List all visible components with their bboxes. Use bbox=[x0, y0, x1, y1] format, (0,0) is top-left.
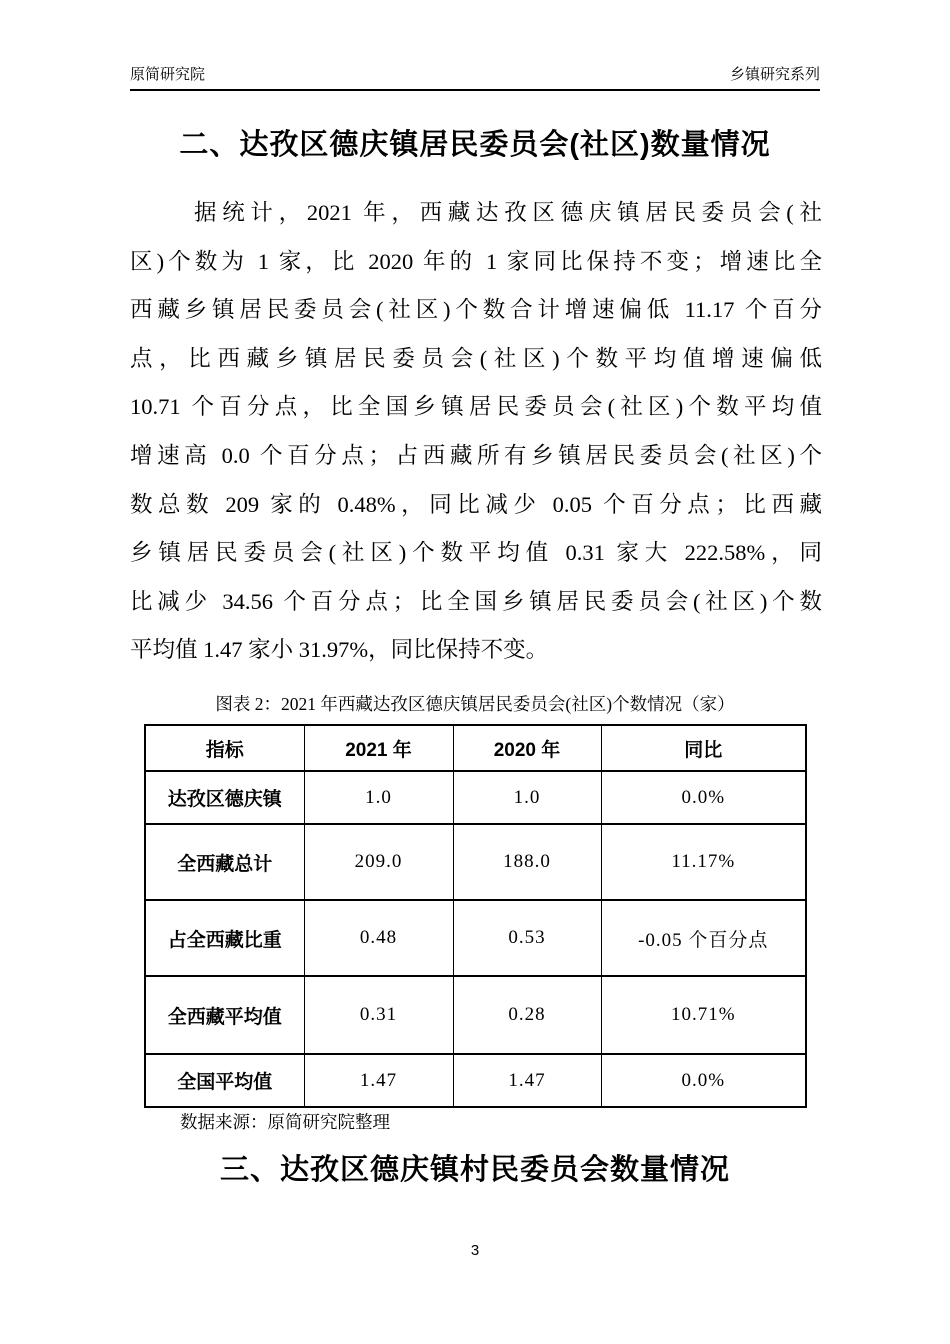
value-2021: 0.48 bbox=[304, 900, 453, 976]
figure-2-table bbox=[144, 724, 807, 1108]
row-label: 达孜区德庆镇 bbox=[145, 771, 304, 824]
value-2020: 0.28 bbox=[453, 976, 601, 1054]
paragraph-line: 乡镇居民委员会(社区)个数平均值 0.31 家大 222.58%，同 bbox=[130, 540, 822, 566]
value-2020: 1.47 bbox=[453, 1054, 601, 1107]
table-row bbox=[145, 976, 806, 1054]
row-label: 全西藏总计 bbox=[145, 824, 304, 900]
table-header-2021: 2021 年 bbox=[304, 725, 453, 771]
paragraph-line: 比减少 34.56 个百分点；比全国乡镇居民委员会(社区)个数 bbox=[130, 588, 822, 614]
running-head bbox=[130, 63, 820, 91]
value-yoy: 0.0% bbox=[601, 1054, 806, 1107]
value-2020: 1.0 bbox=[453, 771, 601, 824]
paragraph-line: 数总数 209 家的 0.48%，同比减少 0.05 个百分点；比西藏 bbox=[130, 491, 822, 517]
value-2020: 188.0 bbox=[453, 824, 601, 900]
table-header-yoy: 同比 bbox=[601, 725, 806, 771]
paragraph-line: 增速高 0.0 个百分点；占西藏所有乡镇居民委员会(社区)个 bbox=[130, 442, 822, 468]
value-2020: 0.53 bbox=[453, 900, 601, 976]
paragraph-line: 据统计，2021 年，西藏达孜区德庆镇居民委员会(社 bbox=[194, 200, 822, 225]
table-header-2020: 2020 年 bbox=[453, 725, 601, 771]
running-head-right: 乡镇研究系列 bbox=[729, 66, 820, 83]
table-row bbox=[145, 1054, 806, 1107]
value-yoy: 11.17% bbox=[601, 824, 806, 900]
page-number: 3 bbox=[470, 1242, 480, 1259]
value-2021: 0.31 bbox=[304, 976, 453, 1054]
row-label: 占全西藏比重 bbox=[145, 900, 304, 976]
section-3-title: 三、达孜区德庆镇村民委员会数量情况 bbox=[219, 1154, 730, 1186]
value-2021: 1.47 bbox=[304, 1054, 453, 1107]
figure-2-caption: 图表 2：2021 年西藏达孜区德庆镇居民委员会(社区)个数情况（家） bbox=[215, 694, 735, 714]
paragraph-line: 区)个数为 1 家，比 2020 年的 1 家同比保持不变；增速比全 bbox=[130, 248, 822, 274]
table-row bbox=[145, 771, 806, 824]
table-header-row bbox=[145, 725, 806, 771]
data-source-note: 数据来源：原简研究院整理 bbox=[180, 1112, 390, 1132]
section-2-title: 二、达孜区德庆镇居民委员会(社区)数量情况 bbox=[179, 129, 771, 161]
value-yoy: 0.0% bbox=[601, 771, 806, 824]
section-2-paragraph bbox=[130, 189, 822, 675]
value-2021: 209.0 bbox=[304, 824, 453, 900]
value-yoy: -0.05 个百分点 bbox=[601, 900, 806, 976]
table-header-indicator: 指标 bbox=[145, 725, 304, 771]
table-row bbox=[145, 824, 806, 900]
table-row bbox=[145, 900, 806, 976]
paragraph-line: 西藏乡镇居民委员会(社区)个数合计增速偏低 11.17 个百分 bbox=[130, 297, 822, 323]
value-2021: 1.0 bbox=[304, 771, 453, 824]
row-label: 全西藏平均值 bbox=[145, 976, 304, 1054]
paragraph-line: 10.71 个百分点，比全国乡镇居民委员会(社区)个数平均值 bbox=[130, 394, 822, 420]
running-head-left: 原简研究院 bbox=[130, 66, 206, 83]
paragraph-line: 点，比西藏乡镇居民委员会(社区)个数平均值增速偏低 bbox=[130, 345, 822, 371]
paragraph-line: 平均值 1.47 家小 31.97%，同比保持不变。 bbox=[130, 637, 549, 663]
row-label: 全国平均值 bbox=[145, 1054, 304, 1107]
value-yoy: 10.71% bbox=[601, 976, 806, 1054]
